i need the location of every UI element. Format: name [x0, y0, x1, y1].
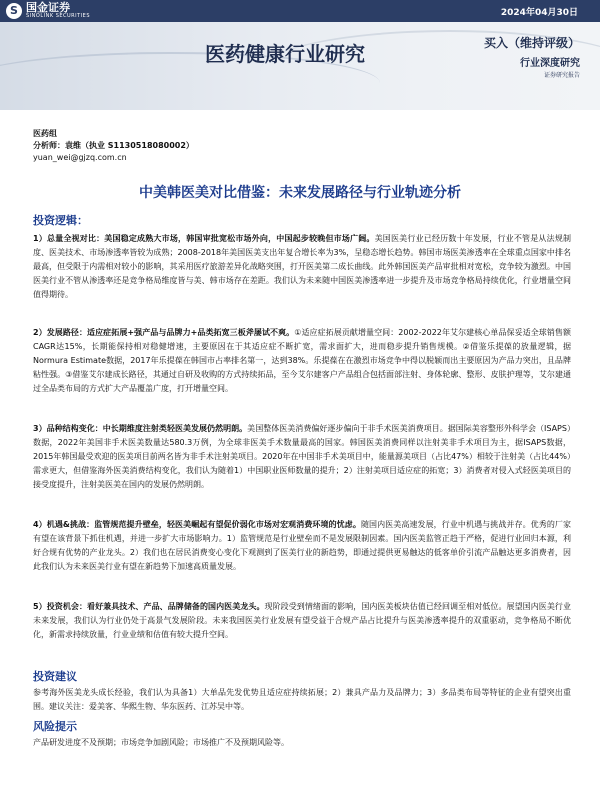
paragraph-lead: 4）机遇&挑战：监管规范提升壁垒，轻医美崛起有望促价弱化市场对宏观消费环境的忧虑。	[33, 520, 361, 529]
advice-paragraph: 参考海外医美龙头成长经验，我们认为具备1）大单品先发优势且适应症持续拓展；2）兼具产品力及品牌力；3）多品类布局等特征的企业有望突出重围。建议关注：爱美客、华熙生物、华东医药、江苏吴中等。	[33, 688, 571, 711]
report-category-title: 医药健康行业研究	[205, 42, 365, 66]
paragraph-2	[33, 326, 571, 396]
team-name: 医药组	[33, 129, 57, 138]
logo-name-cn: 国金证券	[26, 1, 70, 14]
analyst-email: yuan_wei@gjzq.com.cn	[33, 153, 127, 162]
analyst-name: 分析师：袁维（执业 S1130518080002）	[33, 141, 194, 150]
section-heading-risk: 风险提示	[33, 720, 77, 733]
report-header	[0, 0, 600, 110]
report-type: 行业深度研究	[520, 58, 580, 69]
section-heading-logic: 投资逻辑：	[33, 214, 88, 227]
analyst-info	[33, 128, 194, 164]
document-title: 中美韩医美对比借鉴：未来发展路径与行业轨迹分析	[139, 185, 461, 201]
section-heading-advice: 投资建议	[33, 670, 77, 683]
paragraph-body: ①适应症拓展贡献增量空间：2002-2022年艾尔建核心单品保妥适全球销售额CAGR达15%，长期能保持相对稳健增速，主要原因在于其适应症不断扩宽，需求面扩大，进而稳步提升销售规模。②借鉴乐提葆的放量逻辑，据Normura Estimate数据，2017年乐提葆在韩国市占率排名第一，达到38%。乐提葆在在激烈市场竞争中得以脱颖而出主要原因为产品力突出，且品牌粘性强。③借鉴艾尔建成长路径，其通过自研及收购的方式持续拓品，至今艾尔建客户产品组合包括面部注射、身体轮廓、整形、皮肤护理等，艾尔建通过全品类布局的方式扩大产品覆盖广度，打开增量空间。	[33, 328, 571, 393]
company-logo	[6, 2, 90, 19]
paragraph-1	[33, 232, 571, 302]
paragraph-4	[33, 518, 571, 574]
paragraph-body: 现阶段受到情绪面的影响，国内医美板块估值已经回调至相对低位。展望国内医美行业未来发展，我们认为行业仍处于高景气发展阶段。未来我国医美行业发展有望受益于合规产品占比提升与医美渗透率提升的双重驱动，竞争格局不断优化，新需求持续放量，行业业绩和估值有较大提升空间。	[33, 602, 571, 639]
risk-paragraph: 产品研发进度不及预期；市场竞争加剧风险；市场推广不及预期风险等。	[33, 738, 289, 747]
paragraph-lead: 3）品种结构变化：中长期维度注射类轻医美发展仍然明朗。	[33, 424, 248, 433]
paragraph-5	[33, 600, 571, 642]
report-subtype: 证券研究报告	[543, 72, 580, 79]
report-date: 2024年04月30日	[500, 8, 578, 18]
paragraph-body: 美国整体医美消费偏好逐步偏向于非手术医美消费项目。据国际美容整形外科学会（ISAPS）数据，2022年美国非手术医美数量达580.3万例，为全球非医美手术数量最高的国家。韩国医美消费同样以注射美非手术项目为主，据ISAPS数据，2015年韩国最受欢迎的医美项目前两名皆为非手术注射美项目。2020年在中国非手术美项目中，能量源美项目（占比47%）相较于注射美（占比44%）需求更大，但借鉴海外医美消费结构变化，我们认为随着1）中国职业医师数量的提升；2）注射美项目适应症的拓宽；3）消费者对侵入式轻医美项目的接受度提升，注射美医美在国内的发展仍然明朗。	[33, 424, 571, 489]
paragraph-body: 美国医美行业已经历数十年发展，行业不管是从法规制度、医美技术、市场渗透率皆较为成熟；2008-2018年美国医美支出年复合增长率为3%，呈稳态增长趋势。韩国市场医美渗透率在全球重点国家中排名最高，但受限于内需相对较小的影响，其采用医疗旅游差异化战略突围，打开医美第二成长曲线。此外韩国医美产品审批相对宽松，竞争较为激烈。中国医美行业不管从渗透率还是竞争格局维度皆与美、韩市场存在差距。我们认为未来随中国医美渗透率进一步提升及市场竞争格局持续优化，行业增量空间值得期待。	[33, 234, 572, 299]
paragraph-lead: 5）投资机会：看好兼具技术、产品、品牌储备的国内医美龙头。	[33, 602, 265, 611]
rating-label: 买入（维持评级）	[483, 36, 580, 50]
paragraph-lead: 2）发展路径：适应症拓展+强产品与品牌力+品类拓宽三板斧屡试不爽。	[33, 328, 295, 337]
logo-name-en: SINOLINK SECURITIES	[26, 13, 90, 19]
paragraph-lead: 1）总量全视对比：美国稳定成熟大市场，韩国审批宽松市场外向，中国起步较晚但市场广阔。	[33, 234, 375, 243]
paragraph-3	[33, 422, 571, 492]
paragraph-body: 随国内医美高速发展，行业中机遇与挑战并存。优秀的厂家有望在该背景下抓住机遇，并进一步扩大市场影响力。1）监管规范是行业壁垒而不是发展限制因素。国内医美监管正趋于严格，促进行业回归本源，利好合规有优势的产业龙头。2）我们也在居民消费变心变化下观测到了医美行业的新趋势，即通过提供更易触达的低客单价引流产品触达更多消费者，因此我们认为未来医美行业有望在新趋势下加速高质量发展。	[33, 520, 572, 571]
logo-icon: S	[6, 3, 22, 19]
